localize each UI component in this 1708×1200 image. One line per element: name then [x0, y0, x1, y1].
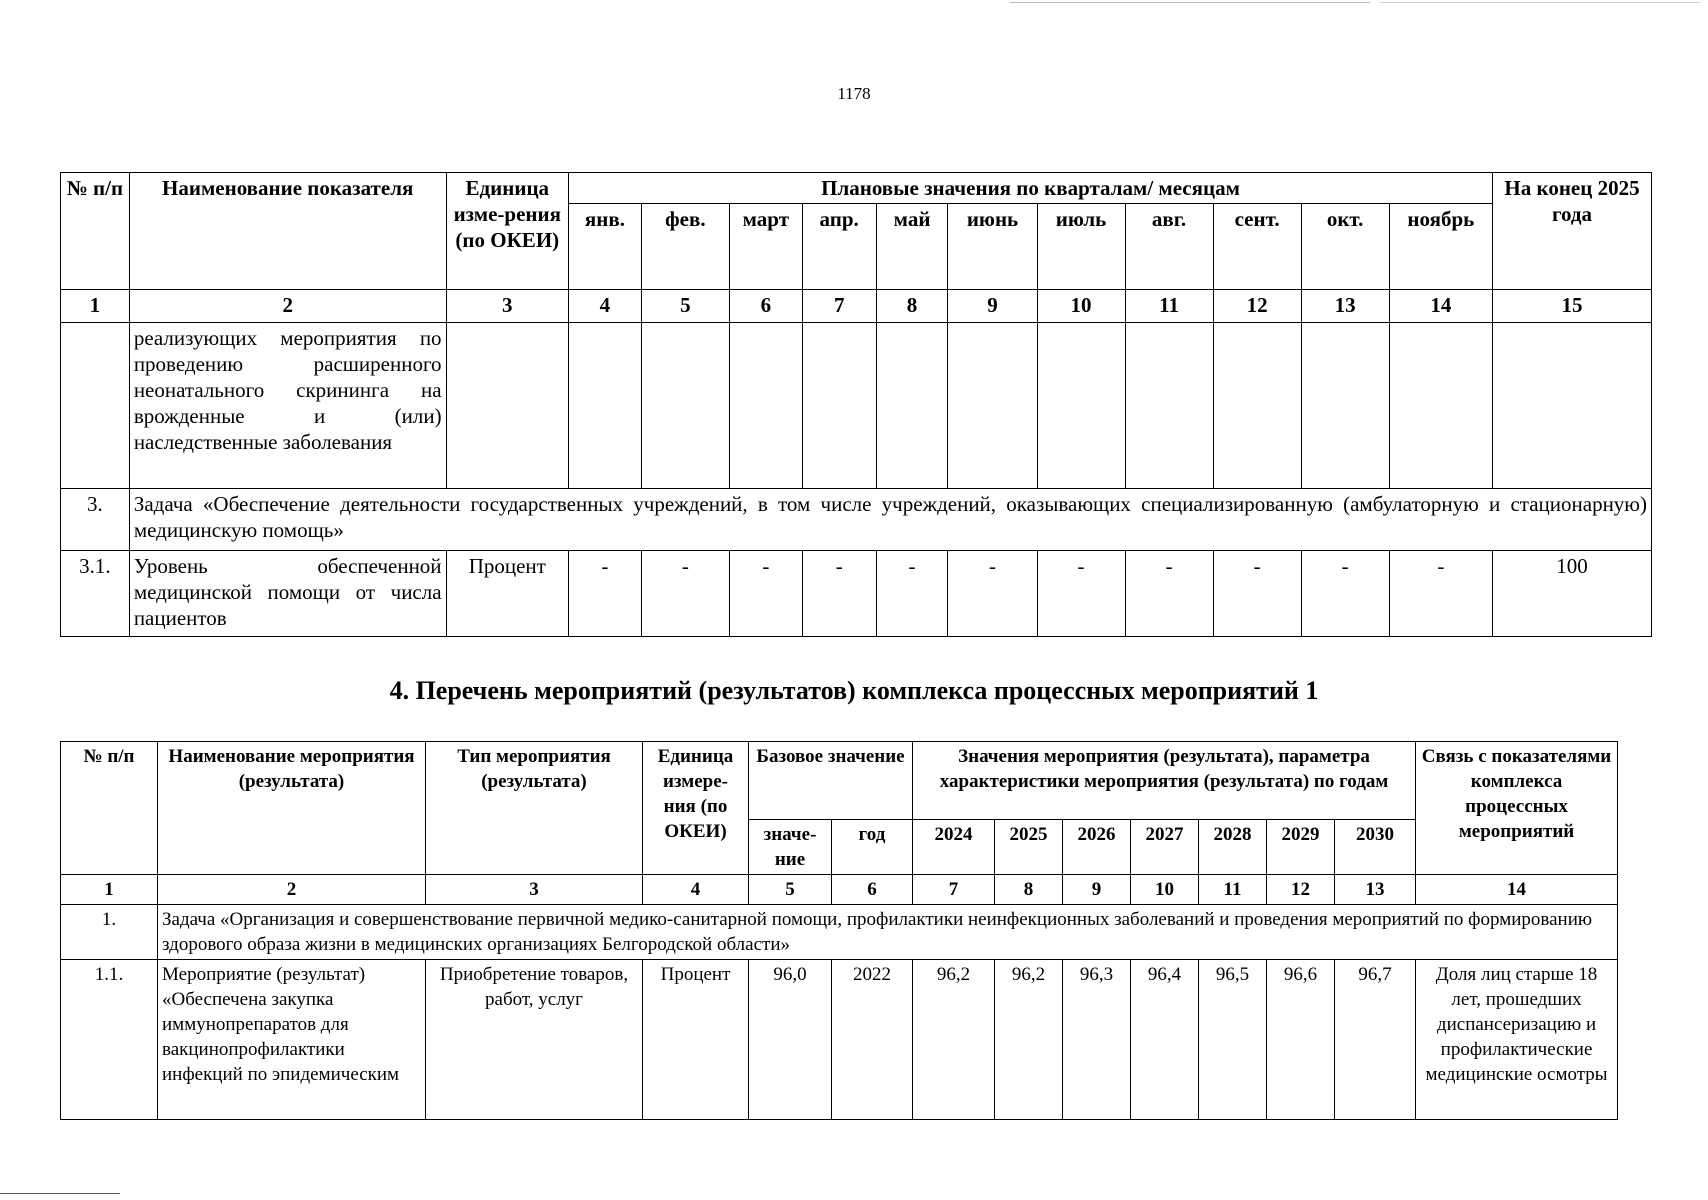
section-title: 4. Перечень мероприятий (результатов) комплекса процессных мероприятий 1 — [389, 676, 1319, 705]
month-value: - — [1037, 551, 1125, 637]
table-cell — [61, 323, 130, 489]
end-of-year-value: 100 — [1493, 551, 1652, 637]
column-number: 7 — [913, 875, 995, 905]
scan-edge-line — [1380, 2, 1700, 3]
column-number: 8 — [876, 290, 948, 323]
header-month: фев. — [641, 204, 729, 290]
header-month: окт. — [1301, 204, 1389, 290]
header-unit: Единица измере-ния (по ОКЕИ) — [643, 742, 749, 875]
column-number: 5 — [749, 875, 832, 905]
column-number: 4 — [569, 290, 642, 323]
header-year: 2029 — [1267, 820, 1335, 875]
event-unit: Процент — [643, 960, 749, 1120]
column-number: 5 — [641, 290, 729, 323]
month-value: - — [802, 551, 876, 637]
column-number: 2 — [158, 875, 426, 905]
month-value: - — [1213, 551, 1301, 637]
column-number: 6 — [832, 875, 913, 905]
header-year: 2027 — [1131, 820, 1199, 875]
header-month: сент. — [1213, 204, 1301, 290]
table-cell — [446, 323, 568, 489]
column-number: 2 — [129, 290, 446, 323]
month-value: - — [641, 551, 729, 637]
task-text: Задача «Организация и совершенствование первичной медико-санитарной помощи, профилактики неинфекционных заболеваний и проведения мероприятий по формированию здорового образа жизни в медицинских организациях Белгородской области» — [158, 905, 1618, 960]
task-number: 3. — [61, 489, 130, 551]
month-value: - — [948, 551, 1037, 637]
month-value: - — [1125, 551, 1213, 637]
page-number: 1178 — [837, 84, 871, 103]
table-cell — [729, 323, 802, 489]
header-event-name: Наименование мероприятия (результата) — [158, 742, 426, 875]
month-value: - — [1301, 551, 1389, 637]
header-month: ноябрь — [1389, 204, 1492, 290]
header-unit: Единица изме-рения (по ОКЕИ) — [446, 173, 568, 290]
row-number: 3.1. — [61, 551, 130, 637]
header-month: март — [729, 204, 802, 290]
column-number: 3 — [426, 875, 643, 905]
header-month: апр. — [802, 204, 876, 290]
table-cell — [641, 323, 729, 489]
column-number: 12 — [1267, 875, 1335, 905]
header-num: № п/п — [61, 742, 158, 875]
year-value: 96,3 — [1063, 960, 1131, 1120]
year-value: 96,7 — [1335, 960, 1416, 1120]
header-num: № п/п — [61, 173, 130, 290]
header-base-value-value: значе-ние — [749, 820, 832, 875]
header-month: июль — [1037, 204, 1125, 290]
column-number: 14 — [1389, 290, 1492, 323]
column-number: 11 — [1199, 875, 1267, 905]
header-year: 2026 — [1063, 820, 1131, 875]
month-value: - — [1389, 551, 1492, 637]
task-number: 1. — [61, 905, 158, 960]
column-number: 8 — [995, 875, 1063, 905]
column-number: 11 — [1125, 290, 1213, 323]
table-cell — [1301, 323, 1389, 489]
header-end-of-year: На конец 2025 года — [1493, 173, 1652, 290]
column-number: 13 — [1335, 875, 1416, 905]
table-cell — [1037, 323, 1125, 489]
column-number: 14 — [1416, 875, 1618, 905]
event-type: Приобретение товаров, работ, услуг — [426, 960, 643, 1120]
column-number: 10 — [1131, 875, 1199, 905]
year-value: 96,2 — [995, 960, 1063, 1120]
event-name: Мероприятие (результат) «Обеспечена закупка иммунопрепаратов для вакцинопрофилактики инфекций по эпидемическим — [158, 960, 426, 1120]
table-cell — [948, 323, 1037, 489]
header-year: 2030 — [1335, 820, 1416, 875]
header-yearly-values: Значения мероприятия (результата), параметра характеристики мероприятия (результата) по годам — [913, 742, 1416, 820]
column-number: 12 — [1213, 290, 1301, 323]
header-month: авг. — [1125, 204, 1213, 290]
indicator-name: Уровень обеспеченной медицинской помощи от числа пациентов — [129, 551, 446, 637]
task-text: Задача «Обеспечение деятельности государственных учреждений, в том числе учреждений, оказывающих специализированную (амбулаторную и стационарную) медицинскую помощь» — [129, 489, 1651, 551]
column-number: 7 — [802, 290, 876, 323]
table-cell — [1493, 323, 1652, 489]
header-month: июнь — [948, 204, 1037, 290]
header-year: 2024 — [913, 820, 995, 875]
table-cell — [876, 323, 948, 489]
year-value: 96,6 — [1267, 960, 1335, 1120]
header-year: 2028 — [1199, 820, 1267, 875]
column-number: 10 — [1037, 290, 1125, 323]
column-number: 15 — [1493, 290, 1652, 323]
linked-indicator: Доля лиц старше 18 лет, прошедших диспансеризацию и профилактические медицинские осмотры — [1416, 960, 1618, 1120]
table-cell — [569, 323, 642, 489]
year-value: 96,2 — [913, 960, 995, 1120]
month-value: - — [569, 551, 642, 637]
table-cell — [802, 323, 876, 489]
column-number: 13 — [1301, 290, 1389, 323]
month-value: - — [729, 551, 802, 637]
header-base-value: Базовое значение — [749, 742, 913, 820]
month-value: - — [876, 551, 948, 637]
scan-edge-line — [0, 1193, 120, 1194]
header-event-type: Тип мероприятия (результата) — [426, 742, 643, 875]
scan-edge-line — [1010, 2, 1370, 3]
header-month: янв. — [569, 204, 642, 290]
row-number: 1.1. — [61, 960, 158, 1120]
column-number: 9 — [1063, 875, 1131, 905]
table-cell — [1389, 323, 1492, 489]
column-number: 4 — [643, 875, 749, 905]
indicators-table — [60, 172, 1652, 637]
events-table — [60, 741, 1618, 1120]
header-base-value-year: год — [832, 820, 913, 875]
header-plan-values: Плановые значения по кварталам/ месяцам — [569, 173, 1493, 204]
header-year: 2025 — [995, 820, 1063, 875]
year-value: 96,5 — [1199, 960, 1267, 1120]
column-number: 3 — [446, 290, 568, 323]
table-cell — [1213, 323, 1301, 489]
header-indicator-name: Наименование показателя — [129, 173, 446, 290]
column-number: 6 — [729, 290, 802, 323]
column-number: 9 — [948, 290, 1037, 323]
year-value: 96,4 — [1131, 960, 1199, 1120]
column-number: 1 — [61, 875, 158, 905]
base-value: 96,0 — [749, 960, 832, 1120]
indicator-name-continued: реализующих мероприятия по проведению расширенного неонатального скрининга на врожденные и (или) наследственные заболевания — [129, 323, 446, 489]
column-number: 1 — [61, 290, 130, 323]
indicator-unit: Процент — [446, 551, 568, 637]
base-year: 2022 — [832, 960, 913, 1120]
header-month: май — [876, 204, 948, 290]
table-cell — [1125, 323, 1213, 489]
header-link-indicators: Связь с показателями комплекса процессных мероприятий — [1416, 742, 1618, 875]
